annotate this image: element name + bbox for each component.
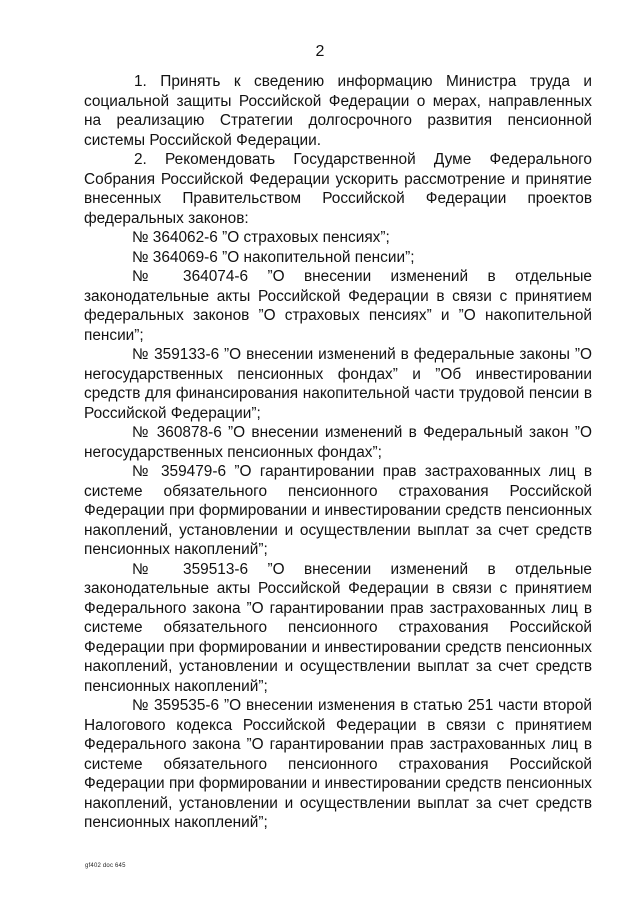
law-item-359133: № 359133-6 ”О внесении изменений в федеральные законы ”О негосударственных пенсионных фондах” и ”Об инвестировании средств для финансирования накопительной части трудовой пенсии в Российской Федерации”; bbox=[84, 346, 592, 422]
law-item-359513: № 359513-6 ”О внесении изменений в отдельные законодательные акты Российской Федерации в связи с принятием Федерального закона ”О гарантировании прав застрахованных лиц в системе обязательного пенсионного страхования Российской Федерации при формировании и инвестировании средств пенсионных накоплений, установлении и осуществлении выплат за счет средств пенсионных накоплений”; bbox=[84, 560, 592, 695]
law-item-360878: № 360878-6 ”О внесении изменений в Федеральный закон ”О негосударственных пенсионных фондах”; bbox=[84, 424, 592, 461]
law-item-364074: № 364074-6 ”О внесении изменений в отдельные законодательные акты Российской Федерации в связи с принятием федеральных законов ”О страховых пенсиях” и ”О накопительной пенсии”; bbox=[84, 268, 592, 344]
page-number: 2 bbox=[315, 43, 325, 60]
document-body bbox=[84, 72, 592, 833]
law-item-364069: № 364069-6 ”О накопительной пенсии”; bbox=[132, 248, 415, 266]
paragraph-1: 1. Принять к сведению информацию Министра труда и социальной защиты Российской Федерации о мерах, направленных на реализацию Стратегии долгосрочного развития пенсионной системы Российской Федерации. bbox=[84, 73, 592, 149]
paragraph-2: 2. Рекомендовать Государственной Думе Федерального Собрания Российской Федерации ускорить рассмотрение и принятие внесенных Правительством Российской Федерации проектов федеральных законов: bbox=[84, 151, 592, 227]
document-footer-code: gf402 doc 645 bbox=[85, 863, 126, 869]
law-item-359535: № 359535-6 ”О внесении изменения в статью 251 части второй Налогового кодекса Российской Федерации в связи с принятием Федерального закона ”О гарантировании прав застрахованных лиц в системе обязательного пенсионного страхования Российской Федерации при формировании и инвестировании средств пенсионных накоплений, установлении и осуществлении выплат за счет средств пенсионных накоплений”; bbox=[84, 697, 592, 831]
law-item-359479: № 359479-6 ”О гарантировании прав застрахованных лиц в системе обязательного пенсионного страхования Российской Федерации при формировании и инвестировании средств пенсионных накоплений, установлении и осуществлении выплат за счет средств пенсионных накоплений”; bbox=[84, 463, 592, 558]
law-item-364062: № 364062-6 ”О страховых пенсиях”; bbox=[132, 229, 390, 246]
